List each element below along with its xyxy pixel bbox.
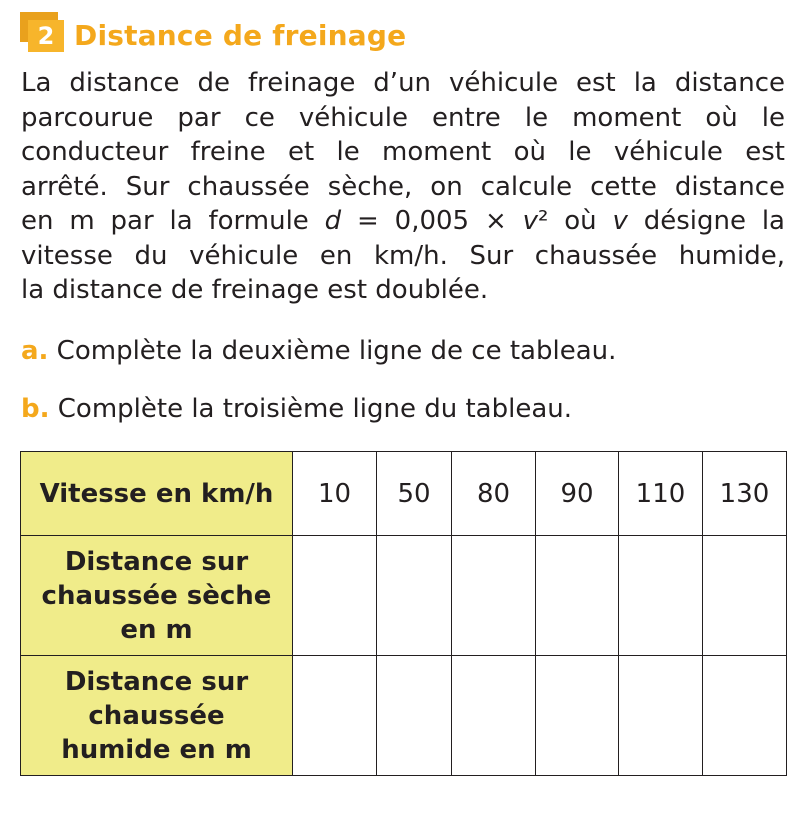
statement-line-6: vitesse du véhicule en km/h. Sur chaussée humide, xyxy=(21,240,785,271)
dry-distance-answer-cell[interactable] xyxy=(293,536,377,656)
wet-distance-answer-cell[interactable] xyxy=(452,656,536,776)
statement-line-5-start: en m par la formule xyxy=(21,206,325,236)
statement-line-5-end: désigne la xyxy=(627,206,785,236)
dry-distance-answer-cell[interactable] xyxy=(703,536,787,656)
problem-statement xyxy=(21,66,785,308)
statement-line-5-mid: où xyxy=(548,206,613,236)
statement-line-1: La distance de freinage d’un véhicule est la distance xyxy=(21,68,785,98)
dry-distance-answer-cell[interactable] xyxy=(619,536,703,656)
statement-line-3: conducteur freine et le moment où le véhicule est xyxy=(21,137,785,167)
wet-distance-answer-cell[interactable] xyxy=(619,656,703,776)
exercise-number: 2 xyxy=(28,20,64,52)
row-header-wet-distance xyxy=(21,656,293,776)
table-row-dry-distance xyxy=(21,536,787,656)
exercise-number-badge xyxy=(20,12,66,52)
formula-variable-d: d xyxy=(324,206,342,236)
row-header-dry-line-1: Distance sur xyxy=(64,546,249,577)
formula-exponent: ² xyxy=(537,206,549,236)
statement-line-4: arrêté. Sur chaussée sèche, on calcule cette distance xyxy=(21,171,785,202)
speed-cell: 90 xyxy=(536,452,619,536)
row-header-dry-line-3: en m xyxy=(120,614,193,645)
question-a-label: a. xyxy=(21,336,49,366)
row-header-speed: Vitesse en km/h xyxy=(21,452,293,536)
table-row-wet-distance xyxy=(21,656,787,776)
statement-line-7: la distance de freinage est doublée. xyxy=(21,275,489,305)
speed-cell: 50 xyxy=(377,452,452,536)
row-header-dry-line-2: chaussée sèche xyxy=(41,580,272,611)
statement-line-2: parcourue par ce véhicule entre le moment où le xyxy=(21,102,785,133)
formula-variable-v: v xyxy=(522,206,538,236)
speed-cell: 130 xyxy=(703,452,787,536)
row-header-wet-line-2: chaussée xyxy=(88,700,225,731)
variable-v: v xyxy=(612,206,628,236)
wet-distance-answer-cell[interactable] xyxy=(377,656,452,776)
speed-cell: 10 xyxy=(293,452,377,536)
question-a xyxy=(21,334,616,368)
braking-distance-table xyxy=(20,451,787,776)
row-header-wet-line-1: Distance sur xyxy=(64,666,249,697)
row-header-wet-line-3: humide en m xyxy=(61,734,252,765)
exercise-title: Distance de freinage xyxy=(74,18,407,52)
speed-cell: 80 xyxy=(452,452,536,536)
question-b-label: b. xyxy=(21,394,50,424)
table-row-speed xyxy=(21,452,787,536)
wet-distance-answer-cell[interactable] xyxy=(536,656,619,776)
statement-line-5 xyxy=(21,204,785,239)
question-b xyxy=(21,392,572,426)
row-header-dry-distance xyxy=(21,536,293,656)
exercise-header xyxy=(20,12,406,52)
question-b-text: Complète la troisième ligne du tableau. xyxy=(49,394,573,424)
wet-distance-answer-cell[interactable] xyxy=(293,656,377,776)
wet-distance-answer-cell[interactable] xyxy=(703,656,787,776)
dry-distance-answer-cell[interactable] xyxy=(536,536,619,656)
dry-distance-answer-cell[interactable] xyxy=(452,536,536,656)
formula-expression: = 0,005 × xyxy=(341,206,523,236)
question-a-text: Complète la deuxième ligne de ce tableau. xyxy=(48,336,617,366)
speed-cell: 110 xyxy=(619,452,703,536)
dry-distance-answer-cell[interactable] xyxy=(377,536,452,656)
